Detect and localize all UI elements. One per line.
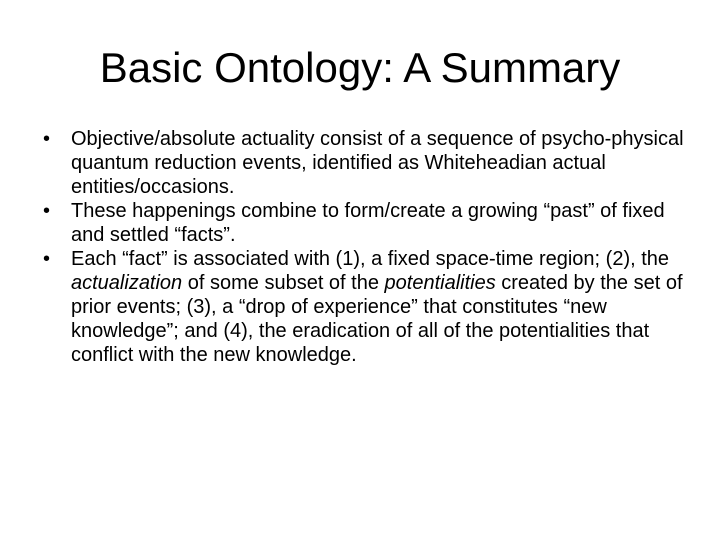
bullet-text: Objective/absolute actuality consist of a sequence of psycho-physical quantum reduction events, identified as Whiteheadian actual entities/occasions. — [71, 128, 684, 198]
bullet-item-3 — [40, 247, 690, 367]
bullet-icon: • — [43, 200, 51, 222]
bullet-icon: • — [43, 128, 51, 150]
emphasis-actualization: actualization — [71, 272, 183, 294]
bullet-text-segment: of some subset of the — [182, 272, 385, 294]
bullet-text-segment: Each “fact” is associated with (1), a fixed space-time region; (2), the — [71, 248, 675, 270]
emphasis-potentialities: potentialities — [384, 272, 496, 294]
slide-title: Basic Ontology: A Summary — [99, 44, 621, 91]
bullet-text: These happenings combine to form/create a growing “past” of fixed and settled “facts”. — [71, 200, 665, 246]
bullet-text-segment: created by the set of prior events; (3), a “drop of experience” that constitutes “new knowledge”; and (4), the eradication of all of the potentialities that conflict with the new knowledge. — [71, 272, 689, 366]
bullet-item-2 — [40, 199, 690, 247]
bullet-item-1 — [40, 127, 690, 199]
bullet-icon: • — [43, 248, 51, 270]
bullet-text — [71, 248, 688, 366]
bullet-list — [40, 127, 690, 367]
